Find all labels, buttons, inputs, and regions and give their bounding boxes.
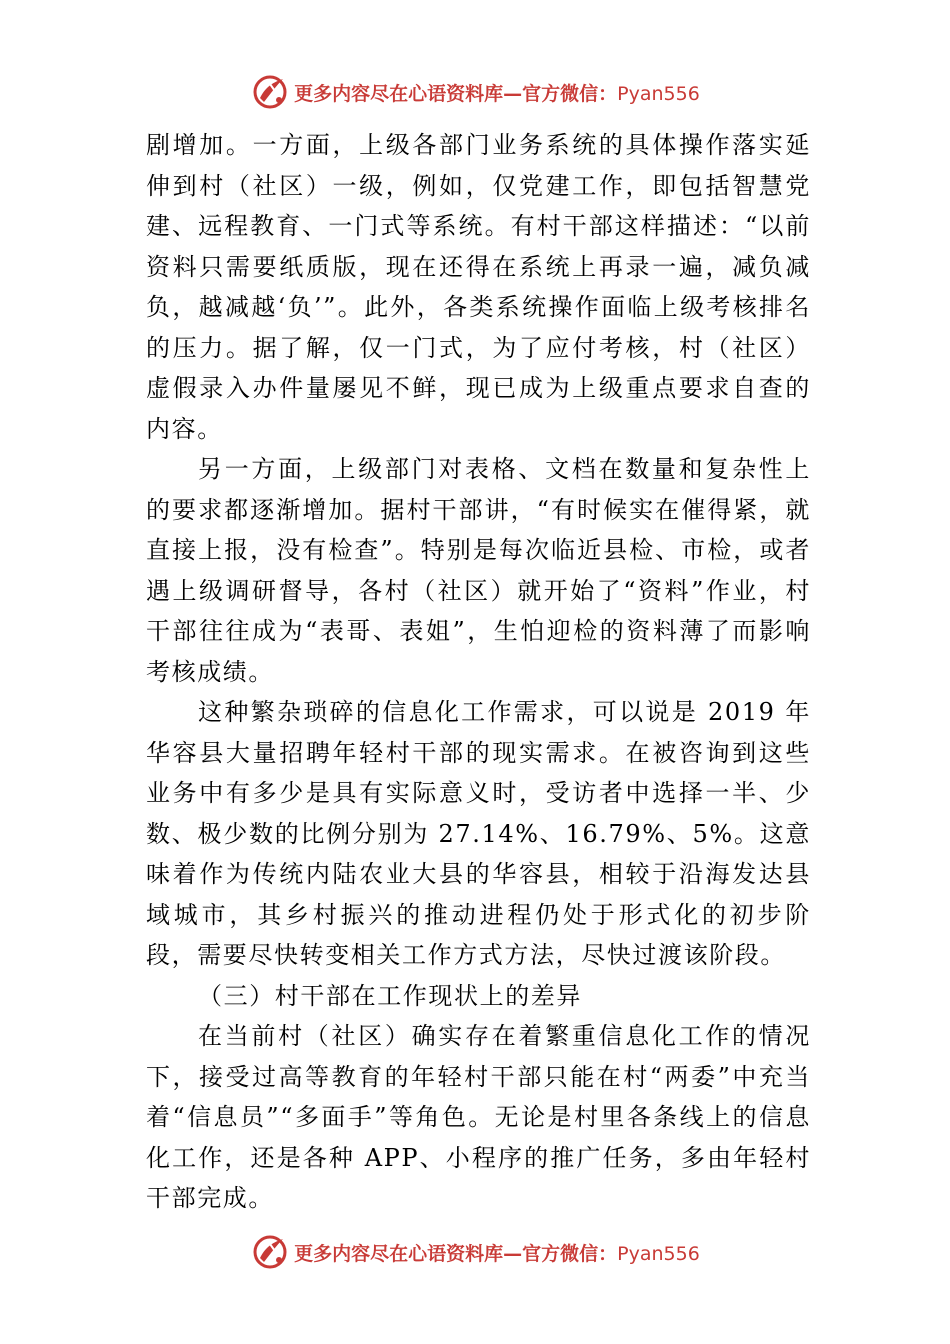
paragraph: 这种繁杂琐碎的信息化工作需求，可以说是 2019 年华容县大量招聘年轻村干部的现实需求。在被咨询到这些业务中有多少是具有实际意义时，受访者中选择一半、少数、极少数的比例分别为 27.14%、16.79%、5%。这意味着作为传统内陆农业大县的华容县，相较于沿海发达县域城市，其乡村振兴的推动进程仍处于形式化的初步阶段，需要尽快转变相关工作方式方法，尽快过渡该阶段。 — [146, 698, 811, 969]
footer-banner — [0, 1230, 950, 1274]
paragraph: 另一方面，上级部门对表格、文档在数量和复杂性上的要求都逐渐增加。据村干部讲，“有时候实在催得紧，就直接上报，没有检查”。特别是每次临近县检、市检，或者遇上级调研督导，各村（社区）就开始了“资料”作业，村干部往往成为“表哥、表姐”，生怕迎检的资料薄了而影响考核成绩。 — [146, 455, 811, 686]
banner-wechat-id: Pyan556 — [617, 82, 700, 105]
document-body — [146, 125, 811, 1219]
banner-brand-text: 更多内容尽在心语资料库—官方微信： — [294, 1242, 618, 1265]
header-banner — [0, 70, 950, 114]
brand-logo-icon — [250, 1232, 290, 1272]
banner-wechat-id: Pyan556 — [617, 1242, 700, 1265]
paragraph: 在当前村（社区）确实存在着繁重信息化工作的情况下，接受过高等教育的年轻村干部只能在村“两委”中充当着“信息员”“多面手”等角色。无论是村里各条线上的信息化工作，还是各种 APP、小程序的推广任务，多由年轻村干部完成。 — [146, 1022, 811, 1212]
brand-logo-icon — [250, 72, 290, 112]
paragraph-continued: 剧增加。一方面，上级各部门业务系统的具体操作落实延伸到村（社区）一级，例如，仅党建工作，即包括智慧党建、远程教育、一门式等系统。有村干部这样描述：“以前资料只需要纸质版，现在还得在系统上再录一遍，减负减负，越减越‘负’”。此外，各类系统操作面临上级考核排名的压力。据了解，仅一门式，为了应付考核，村（社区）虚假录入办件量屡见不鲜，现已成为上级重点要求自查的内容。 — [146, 131, 811, 443]
section-heading: （三）村干部在工作现状上的差异 — [198, 981, 582, 1010]
banner-brand-text: 更多内容尽在心语资料库—官方微信： — [294, 82, 618, 105]
